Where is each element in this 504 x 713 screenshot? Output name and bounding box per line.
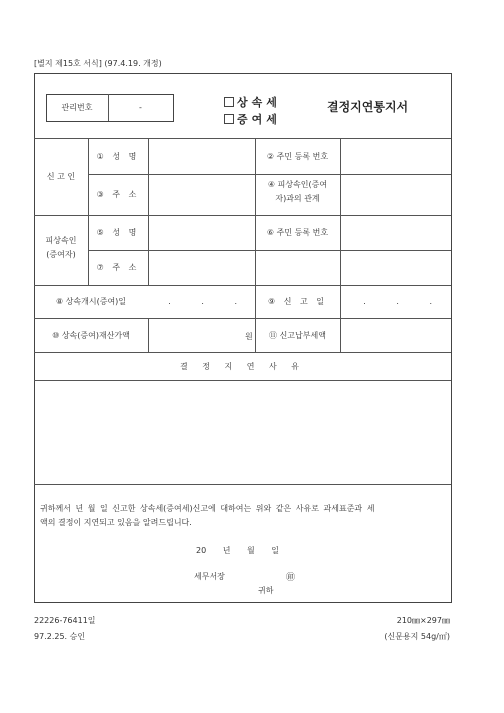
taxable-value-field[interactable] — [149, 319, 255, 352]
notice-line-1: 귀하께서 년 월 일 신고한 상속세(증여세)신고에 대하여는 위와 같은 사유로 과세표준과 세 — [40, 504, 375, 513]
filer-name-label: ① 성 명 — [96, 151, 140, 161]
decedent-rrn-field[interactable] — [341, 216, 450, 250]
filer-address-field[interactable] — [149, 175, 254, 215]
paid-tax-field[interactable] — [341, 319, 450, 352]
tax-type-gift[interactable] — [224, 108, 281, 127]
decedent-label-line: (증여자) — [46, 250, 76, 259]
footer-code: 22226-76411일 — [34, 616, 96, 625]
checkbox-icon[interactable] — [224, 97, 234, 107]
seal-icon: ㊞ — [286, 573, 296, 583]
checkbox-icon[interactable] — [224, 114, 234, 124]
mgmt-number-value[interactable]: - — [139, 103, 142, 112]
taxable-value-unit: 원 — [245, 332, 253, 341]
filer-rrn-label: ② 주민 등록 번호 — [266, 151, 329, 161]
decedent-rrn-label: ⑥ 주민 등록 번호 — [266, 228, 329, 237]
addressee-label: 귀하 — [258, 586, 274, 595]
filing-date-field[interactable]: . . . — [363, 297, 446, 306]
paid-tax-label: ⑪ 신고납부세액 — [269, 330, 326, 340]
filer-address-label: ③ 주 소 — [96, 190, 140, 199]
relation-label-line: ④ 피상속인(증여 — [267, 180, 328, 189]
taxable-value-label: ⑩ 상속(증여)재산가액 — [52, 330, 130, 340]
delay-reason-label: 결 정 지 연 사 유 — [179, 361, 306, 371]
delay-reason-field[interactable] — [35, 381, 450, 484]
decedent-section-label — [34, 234, 88, 262]
form-note: [별지 제15호 서식] (97.4.19. 개정) — [34, 59, 162, 68]
footer-approval: 97.2.25. 승인 — [34, 632, 86, 641]
footer-size: 210㎜×297㎜ — [396, 616, 450, 625]
relation-label-line: 자)과의 관계 — [275, 194, 320, 203]
tax-office-label: 세무서장 — [194, 572, 225, 581]
notice-date-line: 20 년 월 일 — [196, 546, 279, 555]
tax-type-label: 증여세 — [237, 113, 281, 126]
filer-relation-field[interactable] — [341, 175, 450, 215]
footer-paper: (신문용지 54g/㎡) — [384, 632, 450, 641]
decedent-address-label: ⑦ 주 소 — [96, 263, 140, 272]
filer-section-label: 신 고 인 — [46, 172, 76, 181]
tax-type-label: 상속세 — [237, 96, 281, 109]
form-title: 결정지연통지서 — [327, 100, 409, 114]
filer-name-field[interactable] — [149, 139, 254, 174]
start-date-label: ⑧ 상속개시(증여)일 — [55, 297, 127, 306]
mgmt-number-label: 관리번호 — [61, 103, 93, 112]
decedent-name-label: ⑤ 성 명 — [96, 228, 140, 237]
decedent-name-field[interactable] — [149, 216, 254, 250]
filer-rrn-field[interactable] — [341, 139, 450, 174]
decedent-label-line: 피상속인 — [45, 236, 77, 245]
start-date-field[interactable]: . . . — [168, 297, 251, 306]
filer-relation-label — [255, 178, 340, 206]
decedent-address-field[interactable] — [149, 251, 450, 285]
notice-line-2: 액의 결정이 지연되고 있음을 알려드립니다. — [40, 518, 192, 527]
filing-date-label: ⑨ 신 고 일 — [268, 297, 327, 306]
